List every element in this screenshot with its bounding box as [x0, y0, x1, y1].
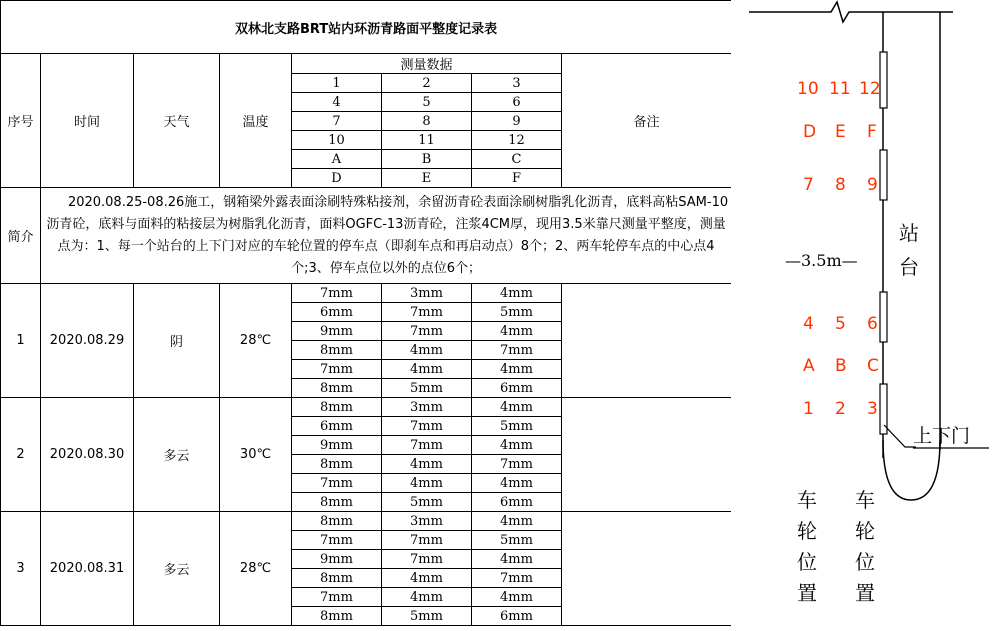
record-seq: 3: [1, 512, 41, 626]
measure-cell: 4mm: [472, 436, 562, 455]
measure-cell: 5mm: [472, 417, 562, 436]
measure-cell: 9mm: [292, 436, 382, 455]
measure-cell: 4mm: [472, 360, 562, 379]
measure-cell: 4mm: [382, 455, 472, 474]
point-label: D: [803, 122, 817, 142]
point-label: B: [835, 356, 847, 376]
point-cell: 6: [472, 93, 562, 112]
point-cell: 7: [292, 112, 382, 131]
measure-cell: 7mm: [292, 360, 382, 379]
measure-cell: 3mm: [382, 512, 472, 531]
station-diagram: [731, 0, 1005, 631]
measure-cell: 4mm: [382, 588, 472, 607]
measure-cell: 7mm: [472, 341, 562, 360]
measure-cell: 4mm: [472, 474, 562, 493]
intro-cell: [41, 188, 732, 284]
record-seq: 1: [1, 284, 41, 398]
record-temp: 28℃: [220, 284, 292, 398]
measure-cell: 7mm: [382, 436, 472, 455]
point-cell: 2: [382, 74, 472, 93]
record-temp: 30℃: [220, 398, 292, 512]
record-date: 2020.08.29: [41, 284, 134, 398]
measure-cell: 8mm: [292, 455, 382, 474]
measure-cell: 8mm: [292, 341, 382, 360]
point-label: 11: [829, 79, 851, 99]
point-label: A: [803, 356, 815, 376]
point-cell: 8: [382, 112, 472, 131]
measure-cell: 4mm: [382, 341, 472, 360]
point-label: 12: [859, 79, 881, 99]
point-label: F: [867, 122, 877, 142]
record-weather: 阴: [134, 284, 220, 398]
measure-cell: 4mm: [472, 398, 562, 417]
measure-cell: 7mm: [382, 550, 472, 569]
measure-cell: 7mm: [382, 417, 472, 436]
measure-cell: 7mm: [472, 569, 562, 588]
dimension-label: —3.5m—: [785, 251, 858, 270]
point-label: 9: [867, 175, 878, 195]
point-cell: 10: [292, 131, 382, 150]
measure-cell: 7mm: [382, 322, 472, 341]
measure-cell: 4mm: [472, 588, 562, 607]
record-weather: 多云: [134, 398, 220, 512]
measure-cell: 7mm: [382, 303, 472, 322]
point-cell: 5: [382, 93, 472, 112]
measure-cell: 8mm: [292, 379, 382, 398]
header-seq: 序号: [1, 54, 41, 188]
point-cell: 9: [472, 112, 562, 131]
door-leader-line: [884, 425, 916, 447]
measure-cell: 4mm: [382, 569, 472, 588]
point-label: 2: [835, 399, 846, 419]
point-cell: 12: [472, 131, 562, 150]
platform-label: 站台: [899, 221, 919, 279]
record-weather: 多云: [134, 512, 220, 626]
measure-points: [797, 79, 881, 419]
measure-cell: 6mm: [292, 303, 382, 322]
measure-cell: 7mm: [472, 455, 562, 474]
record-remark: [562, 398, 732, 512]
measure-cell: 5mm: [382, 607, 472, 626]
intro-text: 2020.08.25-08.26施工，钢箱梁外露表面涂刷特殊粘接剂，余留沥青砼表面涂刷树脂乳化沥青，底料高粘SAM-10沥青砼，底料与面料的粘接层为树脂乳化沥青，面料OGFC-13沥青砼，注浆4CM厚，现用3.5米靠尺测量平整度，测量点为：1、每一个站台的上下门对应的车轮位置的停车点（即刹车点和再启动点）8个；2、两车轮停车点的中心点4个;3、停车点位以外的点位6个；: [46, 194, 729, 276]
header-temp: 温度: [220, 54, 292, 188]
point-label: 6: [867, 314, 878, 334]
measure-cell: 7mm: [292, 588, 382, 607]
record-date: 2020.08.31: [41, 512, 134, 626]
measure-cell: 6mm: [472, 493, 562, 512]
measure-cell: 8mm: [292, 398, 382, 417]
point-label: 3: [867, 399, 878, 419]
point-label: 5: [835, 314, 846, 334]
point-label: 7: [803, 175, 814, 195]
measure-cell: 4mm: [472, 284, 562, 303]
header-weather: 天气: [134, 54, 220, 188]
measure-cell: 4mm: [382, 474, 472, 493]
measure-cell: 6mm: [472, 379, 562, 398]
door-label: 上下门: [913, 425, 971, 447]
record-date: 2020.08.30: [41, 398, 134, 512]
point-label: 10: [797, 79, 819, 99]
measure-cell: 6mm: [472, 607, 562, 626]
point-cell: 4: [292, 93, 382, 112]
point-label: 8: [835, 175, 846, 195]
record-temp: 28℃: [220, 512, 292, 626]
platform-end-curve: [883, 440, 940, 500]
measure-cell: 8mm: [292, 512, 382, 531]
point-cell: C: [472, 150, 562, 169]
measure-cell: 5mm: [472, 531, 562, 550]
measure-cell: 5mm: [382, 493, 472, 512]
header-time: 时间: [41, 54, 134, 188]
wheel-position-label: 车轮位置: [855, 488, 875, 605]
point-label: 1: [803, 399, 814, 419]
measure-cell: 7mm: [292, 531, 382, 550]
point-cell: 11: [382, 131, 472, 150]
wheel-position-label: 车轮位置: [797, 488, 817, 605]
record-remark: [562, 284, 732, 398]
header-measure: 测量数据: [292, 54, 562, 74]
measure-cell: 3mm: [382, 398, 472, 417]
measure-cell: 9mm: [292, 550, 382, 569]
table-title: 双林北支路BRT站内环沥青路面平整度记录表: [1, 1, 732, 54]
measure-cell: 5mm: [472, 303, 562, 322]
point-cell: B: [382, 150, 472, 169]
record-remark: [562, 512, 732, 626]
measure-cell: 3mm: [382, 284, 472, 303]
measure-cell: 8mm: [292, 569, 382, 588]
door-marker: [880, 150, 887, 200]
measure-cell: 6mm: [292, 417, 382, 436]
measure-cell: 5mm: [382, 379, 472, 398]
measure-cell: 8mm: [292, 607, 382, 626]
point-label: C: [867, 356, 879, 376]
measure-cell: 4mm: [472, 322, 562, 341]
measure-cell: 7mm: [292, 474, 382, 493]
record-seq: 2: [1, 398, 41, 512]
point-label: 4: [803, 314, 814, 334]
measure-cell: 8mm: [292, 493, 382, 512]
top-boundary-line: [749, 2, 953, 22]
point-cell: 3: [472, 74, 562, 93]
point-cell: D: [292, 169, 382, 188]
point-cell: E: [382, 169, 472, 188]
measure-cell: 4mm: [472, 550, 562, 569]
measure-cell: 7mm: [292, 284, 382, 303]
measure-cell: 7mm: [382, 531, 472, 550]
measure-cell: 4mm: [382, 360, 472, 379]
measure-cell: 9mm: [292, 322, 382, 341]
measure-cell: 4mm: [472, 512, 562, 531]
point-label: E: [835, 122, 846, 142]
point-cell: F: [472, 169, 562, 188]
door-marker: [880, 292, 887, 342]
door-marker: [880, 52, 887, 108]
point-cell: A: [292, 150, 382, 169]
point-cell: 1: [292, 74, 382, 93]
header-remark: 备注: [562, 54, 732, 188]
intro-label: 简介: [1, 188, 41, 284]
